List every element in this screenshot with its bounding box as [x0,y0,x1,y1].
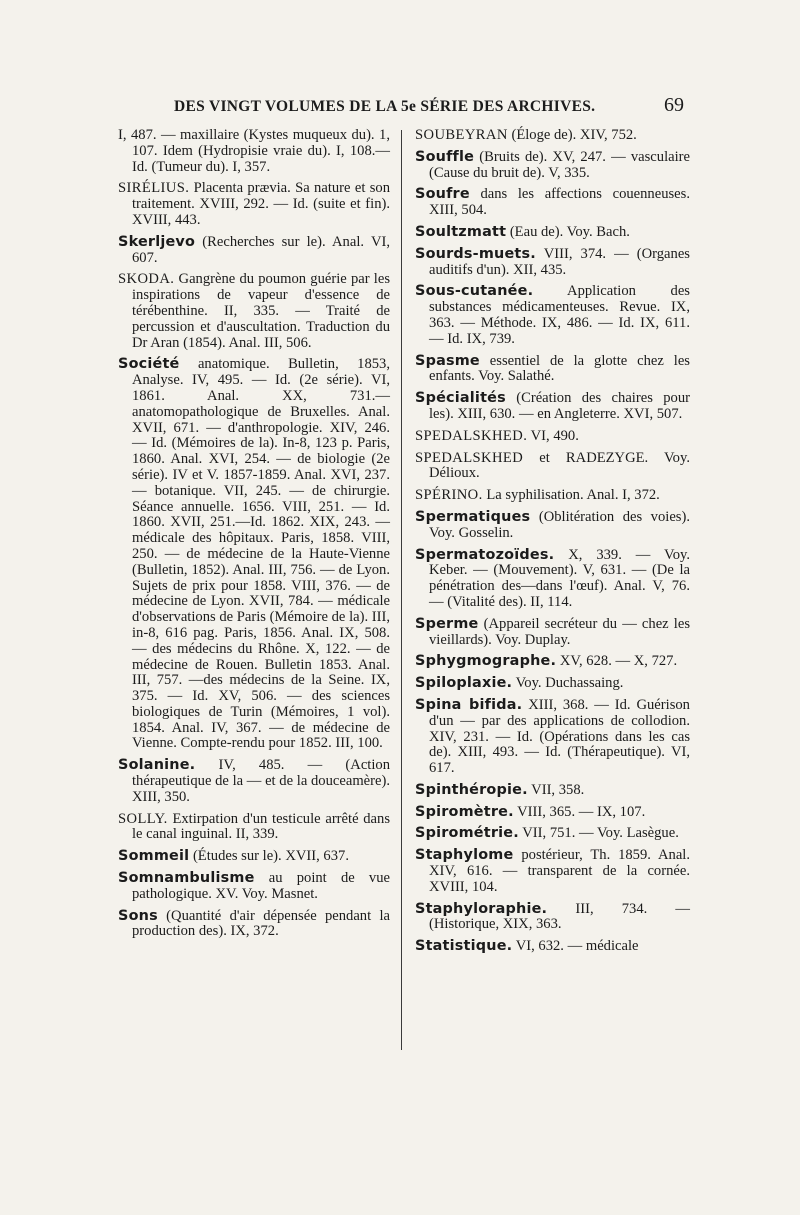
index-entry [118,181,390,228]
entry-headword: Sous-cutanée. [415,283,534,300]
entry-text: VIII, 365. — IX, 107. [517,803,646,820]
entry-text: X, 339. — Voy. Keber. — (Mouvement). V, 631. — (De la pénétration des—dans l'œuf). Anal. V, 76. — (Vitalité des). II, 114. [429,546,690,610]
entry-headword: Spermatiques [415,508,531,525]
entry-text: (Quantité d'air dépensée pendant la production des). IX, 372. [132,907,390,940]
entry-text: XV, 628. — X, 727. [559,653,678,670]
entry-text: VI, 490. [530,427,579,444]
entry-text: (Appareil secréteur du — chez les vieillards). Voy. Duplay. [429,615,690,648]
index-entry [415,284,690,347]
index-entry [415,902,690,934]
entry-headword: SOLLY. [118,810,168,827]
running-header [160,92,690,120]
entry-text: Gangrène du poumon guérie par les inspirations de vapeur d'essence de térébenthine. II, 335. — Traité de percussion et d'auscultation. Traduction du Dr Aran (1854). Anal. III, 506. [132,271,390,351]
entry-headword: Spiromètre. [415,803,514,820]
index-entry [415,848,690,895]
entry-headword: Statistique. [415,938,513,955]
index-entry [118,128,390,175]
entry-headword: Spirométrie. [415,825,519,842]
entry-headword: Staphyloraphie. [415,900,548,917]
entry-headword: Solanine. [118,757,196,774]
index-entry [118,849,390,865]
entry-text: XIII, 368. — Id. Guérison d'un — par des applications de collodion. XIV, 231. — Id. (Opérations dans les cas de). XIII, 493. — Id. (Thérapeutique). VI, 617. [429,696,690,777]
index-entry [415,451,690,483]
entry-text: Extirpation d'un testicule arrêté dans le canal inguinal. II, 339. [132,810,390,843]
entry-headword: Sons [118,907,158,924]
index-entry [415,805,690,821]
entry-headword: SPÉRINO. [415,487,483,504]
entry-headword: Somnambulisme [118,870,255,887]
index-entry [415,654,690,670]
index-entry [415,617,690,649]
index-entry [118,235,390,267]
index-entry [118,272,390,351]
entry-text: I, 487. — maxillaire (Kystes muqueux du). 1, 107. Idem (Hydropisie vraie du). I, 108.—Id. (Tumeur du). I, 357. [118,127,390,175]
index-entry [118,871,390,903]
index-entry [415,783,690,799]
entry-text: Voy. Duchassaing. [515,675,624,692]
index-entry [415,225,690,241]
entry-text: (Études sur le). XVII, 637. [192,848,349,865]
index-entry [415,676,690,692]
entry-headword: Staphylome [415,847,514,864]
index-entry [118,758,390,805]
entry-text: (Recherches sur le). Anal. VI, 607. [132,233,390,266]
entry-headword: Souffle [415,148,475,165]
index-entry [415,391,690,423]
entry-headword: SOUBEYRAN [415,127,508,143]
index-entry [415,354,690,386]
index-entry [118,357,390,752]
entry-text: VI, 632. — médicale [515,938,639,955]
entry-headword: Spiloplaxie. [415,675,513,692]
index-entry [415,939,690,955]
entry-headword: Soufre [415,186,470,203]
entry-headword: Sourds-muets. [415,245,536,262]
index-entry [118,812,390,844]
entry-text: essentiel de la glotte chez les enfants. Voy. Salathé. [429,352,690,385]
index-entry [415,548,690,611]
index-entry [415,510,690,542]
index-entry [415,826,690,842]
entry-headword: Spina bifida. [415,696,523,713]
entry-text: (Bruits de). XV, 247. — vasculaire (Cause du bruit de). V, 335. [429,148,690,181]
index-entry [415,150,690,182]
index-entry [415,187,690,219]
entry-headword: Spermatozoïdes. [415,546,555,563]
entry-text: dans les affections couenneuses. XIII, 504. [429,186,690,219]
entry-text: Placenta prævia. Sa nature et son traitement. XVIII, 292. — Id. (suite et fin). XVIII, 443. [132,180,390,228]
entry-text: III, 734. — (Historique, XIX, 363. [429,900,690,933]
page-number: 69 [664,94,684,116]
entry-text: postérieur, Th. 1859. Anal. XIV, 616. — transparent de la cornée. XVIII, 104. [429,847,690,895]
right-column [415,128,690,961]
entry-text: VII, 358. [531,781,585,798]
entry-headword: Skerljevo [118,233,196,250]
entry-text: IV, 485. — (Action thérapeutique de la — et de la douceamère). XIII, 350. [132,757,390,805]
entry-headword: Spinthéropie. [415,781,528,798]
index-entry [415,429,690,445]
entry-text: (Éloge de). XIV, 752. [511,127,637,143]
entry-text: VIII, 374. — (Organes auditifs d'un). XII, 435. [429,245,690,278]
index-entry [415,128,690,144]
entry-text: (Oblitération des voies). Voy. Gosselin. [429,508,690,541]
entry-text: La syphilisation. Anal. I, 372. [486,487,660,504]
index-entry [118,909,390,941]
index-entry [415,698,690,777]
entry-headword: Sphygmographe. [415,653,557,670]
entry-text: (Eau de). Voy. Bach. [509,223,630,240]
entry-text: au point de vue pathologique. XV. Voy. Masnet. [132,870,390,902]
entry-text: et RADEZYGE. Voy. Délioux. [429,449,690,482]
entry-headword: Sperme [415,615,479,632]
column-divider [401,130,402,1050]
left-column [118,128,390,946]
entry-headword: SPEDALSKHED [415,449,524,466]
entry-headword: Spécialités [415,390,506,407]
index-entry [415,488,690,504]
index-entry [415,247,690,279]
header-title: DES VINGT VOLUMES DE LA 5e SÉRIE DES ARCHIVES. [174,98,596,115]
entry-headword: SIRÉLIUS. [118,180,190,197]
entry-text: VII, 751. — Voy. Lasègue. [522,825,679,842]
entry-headword: Sommeil [118,848,190,865]
entry-headword: Soultzmatt [415,223,507,240]
entry-headword: SKODA. [118,271,175,288]
entry-text: anatomique. Bulletin, 1853, Analyse. IV, 495. — Id. (2e série). VI, 1861. Anal. XX, 731.—anatomopathologique de Bruxelles. Anal. XVII, 671. — d'anthropologie. XIV, 246. — Id. (Mémoires de la). In-8, 123 p. Paris, 1860. Anal. XVI, 254. — de biologie (2e série). IV et V. 1857-1859. Anal. XVI, 237. — botanique. VII, 245. — de chirurgie. Séance annuelle. 1656. VIII, 251. — Id. 1860. XVII, 251.—Id. 1862. XIX, 243. — médicale des hôpitaux. Paris, 1858. VIII, 250. — de médecine de la Haute-Vienne (Bulletin, 1852). Anal. III, 756. — de Lyon. Sujets de prix pour 1858. VIII, 376. — de médecine de Lyon. XVII, 784. — médicale d'observations de Paris (Mémoire de la). III, in-8, 616 pag. Paris, 1856. Anal. IX, 508. — des médecins du Rhône. X, 122. — de médecine de Rouen. Bulletin 1853. Anal. III, 757. —des médecins de la Seine. IX, 375. — Id. XV, 506. — des sciences biologiques de Turin (Mémoires, 1 vol). 1854. Anal. IV, 367. — de médecine de Vienne. Compte-rendu pour 1852. III, 100. [132,356,390,752]
entry-headword: SPEDALSKHED. [415,427,528,444]
entry-headword: Société [118,356,180,373]
entry-text: Application des substances médicamenteuses. Revue. IX, 363. — Méthode. IX, 486. — Id. IX, 611. — Id. IX, 739. [429,283,690,347]
entry-headword: Spasme [415,352,480,369]
entry-text: (Création des chaires pour les). XIII, 630. — en Angleterre. XVI, 507. [429,390,690,422]
